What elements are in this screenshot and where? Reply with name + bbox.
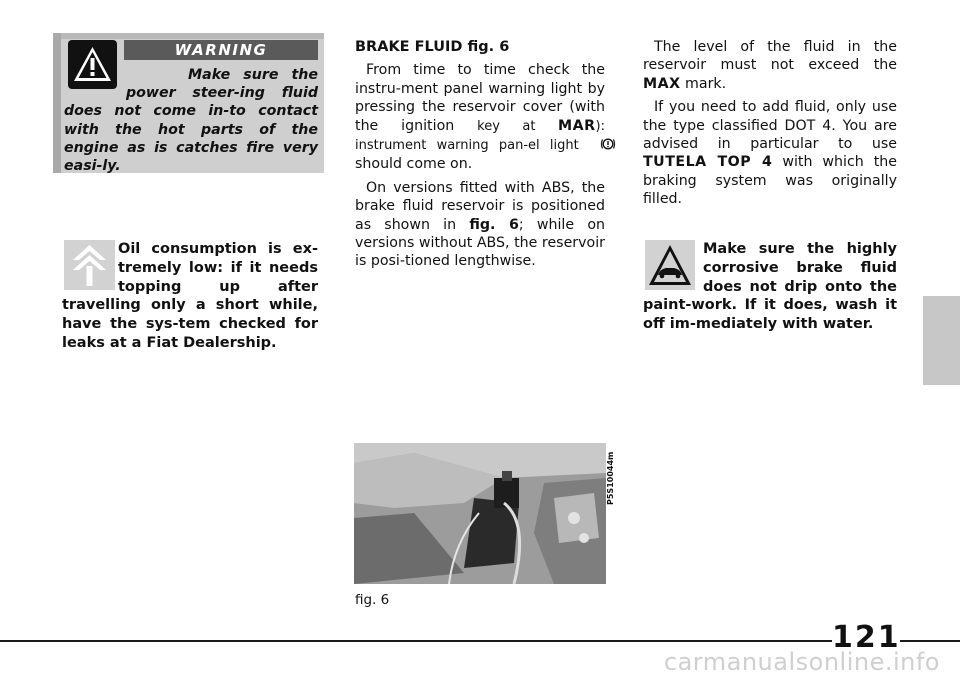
watermark: carmanualsonline.info xyxy=(663,648,940,676)
paragraph: From time to time check the instru-ment panel warning light by pressing the reservoir cover (with the ignition key at MAR): instrument warning pan-el light should come on. xyxy=(355,61,605,173)
paragraph: On versions fitted with ABS, the brake fluid reservoir is positioned as shown in fig. 6; while on versions without ABS, the reservoir is posi-tioned lengthwise. xyxy=(355,179,605,270)
warning-box-edge xyxy=(53,33,61,173)
oil-note: Oil consumption is ex-tremely low: if it needs topping up after travelling only a short while, have the sys-tem checked for leaks at a Fiat Dealership. xyxy=(62,241,318,351)
brake-note: Make sure the highly corrosive brake fluid does not drip onto the paint-work. If it does, wash it off im-mediately with water. xyxy=(643,241,897,333)
paragraph: If you need to add fluid, only use the type classified DOT 4. You are advised in particular to use TUTELA TOP 4 with which the braking system was originally filled. xyxy=(643,99,897,208)
figure-caption: fig. 6 xyxy=(355,592,390,608)
footer-rule xyxy=(0,640,960,642)
warning-box-edge xyxy=(53,33,324,39)
section-heading: BRAKE FLUID fig. 6 xyxy=(355,39,510,55)
chapter-tab xyxy=(923,296,960,385)
warning-text: Make sure the power steer-ing fluid does not come in-to contact with the hot parts of the engine as is catches fire very easi-ly. xyxy=(64,67,318,175)
brake-fluid-section-continued xyxy=(643,38,897,209)
page-number: 121 xyxy=(832,620,901,655)
warning-label: WARNING xyxy=(124,40,318,60)
brake-fluid-section xyxy=(355,38,605,271)
figure-code: P5S10044m xyxy=(606,451,615,505)
paragraph: The level of the fluid in the reservoir must not exceed the MAX mark. xyxy=(643,39,897,92)
figure-image xyxy=(354,443,606,584)
brake-warning-light-icon xyxy=(589,137,605,151)
